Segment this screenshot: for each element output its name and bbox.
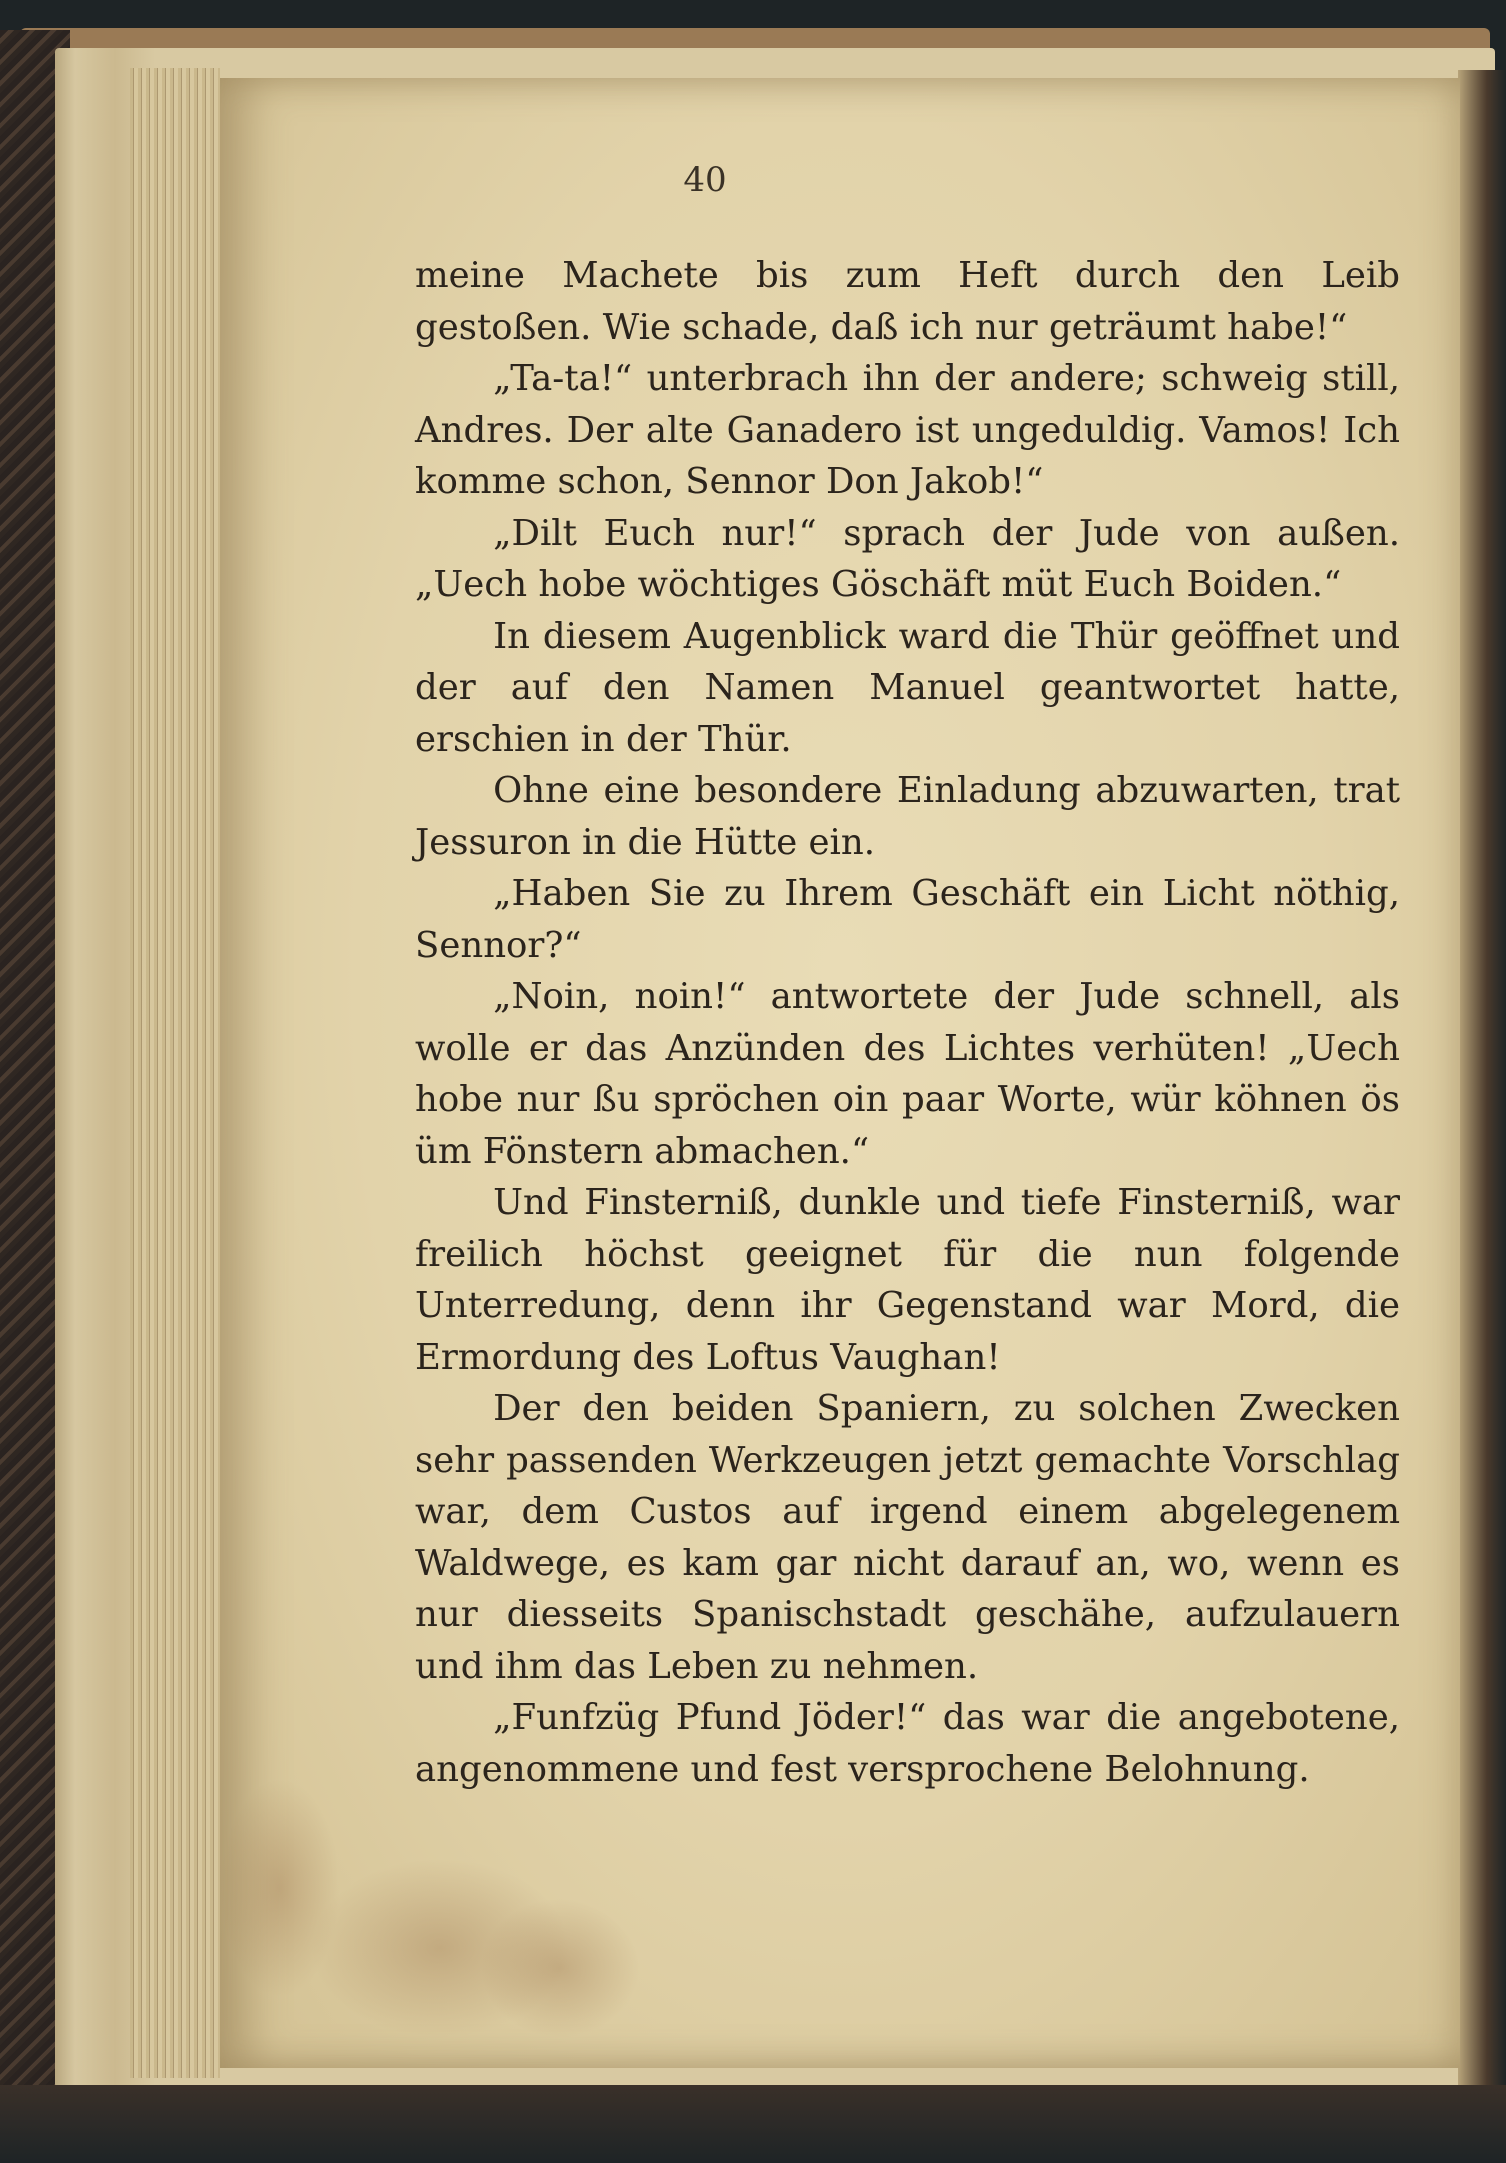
paragraph: „Dilt Euch nur!“ sprach der Jude von außen. „Uech hobe wöchtiges Göschäft müt Euch Boiden.“ [415, 512, 1400, 605]
right-page-edge [1458, 70, 1506, 2100]
paragraph: „Haben Sie zu Ihrem Geschäft ein Licht nöthig, Sennor?“ [415, 873, 1400, 966]
page-number: 40 [683, 160, 727, 200]
paragraph: Ohne eine besondere Einladung abzuwarten, trat Jessuron in die Hütte ein. [415, 770, 1400, 863]
paragraph: In diesem Augenblick ward die Thür geöffnet und der auf den Namen Manuel geantwortet hatte, erschien in der Thür. [415, 615, 1400, 760]
page-edges [130, 68, 220, 2078]
water-stain [480, 1898, 640, 2038]
paragraph: „Ta-ta!“ unterbrach ihn der andere; schweig still, Andres. Der alte Ganadero ist ungeduldig. Vamos! Ich komme schon, Sennor Don Jakob!“ [415, 358, 1400, 502]
paragraph: meine Machete bis zum Heft durch den Leib gestoßen. Wie schade, daß ich nur geträumt habe!“ [415, 255, 1400, 348]
paragraph: „Funfzüg Pfund Jöder!“ das war die angebotene, angenommene und fest versprochene Belohnung. [415, 1697, 1400, 1790]
paragraph: Und Finsterniß, dunkle und tiefe Finsterniß, war freilich höchst geeignet für die nun folgende Unterredung, denn ihr Gegenstand war Mord, die Ermordung des Loftus Vaughan! [415, 1182, 1400, 1378]
bottom-shadow [0, 2085, 1506, 2163]
page-text [415, 250, 1400, 1795]
water-stain [220, 1778, 340, 1998]
paragraph: Der den beiden Spaniern, zu solchen Zwecken sehr passenden Werkzeugen jetzt gemachte Vorschlag war, dem Custos auf irgend einem abgelegenem Waldwege, es kam gar nicht darauf an, wo, wenn es nur diesseits Spanischstadt geschähe, aufzulauern und ihm das Leben zu nehmen. [415, 1388, 1400, 1687]
paragraph: „Noin, noin!“ antwortete der Jude schnell, als wolle er das Anzünden des Lichtes verhüten! „Uech hobe nur ßu spröchen oin paar Worte, wür köhnen ös üm Fönstern abmachen.“ [415, 976, 1400, 1172]
